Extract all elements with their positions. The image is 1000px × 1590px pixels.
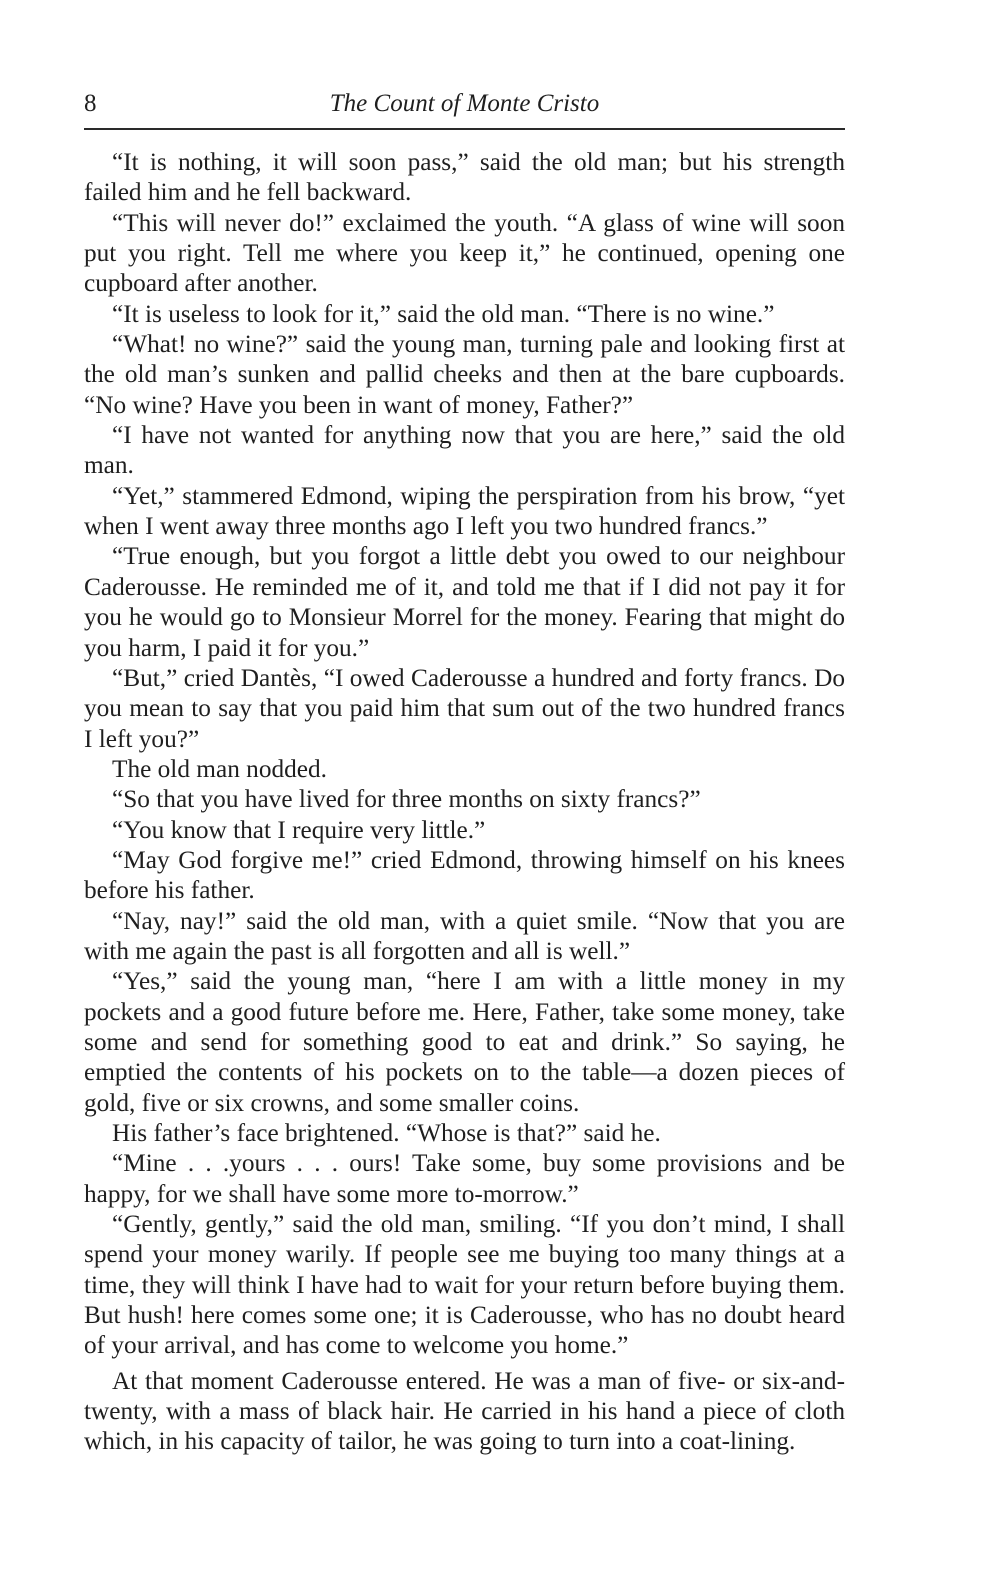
- paragraph: “Yet,” stammered Edmond, wiping the perspiration from his brow, “yet when I went away three months ago I left you two hundred francs.”: [84, 481, 845, 541]
- paragraph: The old man nodded.: [112, 754, 327, 783]
- paragraph: “So that you have lived for three months on sixty francs?”: [112, 785, 701, 814]
- paragraph: “Yes,” said the young man, “here I am with a little money in my pockets and a good future before me. Here, Father, take some money, take some and send for something good to eat and drink.” So saying, he emptied the contents of his pockets on to the table—a dozen pieces of gold, five or six crowns, and some smaller coins.: [84, 967, 845, 1117]
- paragraph: “You know that I require very little.”: [112, 815, 486, 844]
- page-number: 8: [84, 90, 97, 117]
- paragraph: “It is useless to look for it,” said the old man. “There is no wine.”: [112, 299, 775, 328]
- running-header: [84, 88, 845, 130]
- paragraph: “May God forgive me!” cried Edmond, throwing himself on his knees before his father.: [84, 845, 845, 905]
- paragraph: “True enough, but you forgot a little debt you owed to our neighbour Caderousse. He reminded me of it, and told me that if I did not pay it for you he would go to Monsieur Morrel for the money. Fearing that might do you harm, I paid it for you.”: [84, 542, 845, 662]
- paragraph: “What! no wine?” said the young man, turning pale and looking first at the old man’s sunken and pallid cheeks and then at the bare cupboards. “No wine? Have you been in want of money, Father?”: [84, 330, 845, 419]
- paragraph: “I have not wanted for anything now that you are here,” said the old man.: [84, 421, 845, 480]
- paragraph: “It is nothing, it will soon pass,” said the old man; but his strength failed him and he fell backward.: [84, 148, 845, 207]
- paragraph: “This will never do!” exclaimed the youth. “A glass of wine will soon put you right. Tell me where you keep it,” he continued, opening one cupboard after another.: [84, 208, 845, 298]
- running-title: The Count of Monte Cristo: [329, 90, 600, 117]
- paragraph: “Gently, gently,” said the old man, smiling. “If you don’t mind, I shall spend your money warily. If people see me buying too many things at a time, they will think I have had to wait for your return before buying them. But hush! here comes some one; it is Caderousse, who has no doubt heard of your arrival, and has come to welcome you home.”: [84, 1210, 845, 1360]
- body-text: [84, 147, 845, 1457]
- paragraph: “Nay, nay!” said the old man, with a quiet smile. “Now that you are with me again the past is all forgotten and all is well.”: [84, 906, 845, 965]
- paragraph: “But,” cried Dantès, “I owed Caderousse a hundred and forty francs. Do you mean to say that you paid him that sum out of the two hundred francs I left you?”: [84, 663, 845, 753]
- paragraph: At that moment Caderousse entered. He was a man of five- or six-and-twenty, with a mass of black hair. He carried in his hand a piece of cloth which, in his capacity of tailor, he was going to turn into a coat-lining.: [84, 1366, 845, 1456]
- paragraph: His father’s face brightened. “Whose is that?” said he.: [112, 1119, 661, 1147]
- paragraph: “Mine . . .yours . . . ours! Take some, buy some provisions and be happy, for we shall have some more to-morrow.”: [84, 1149, 845, 1208]
